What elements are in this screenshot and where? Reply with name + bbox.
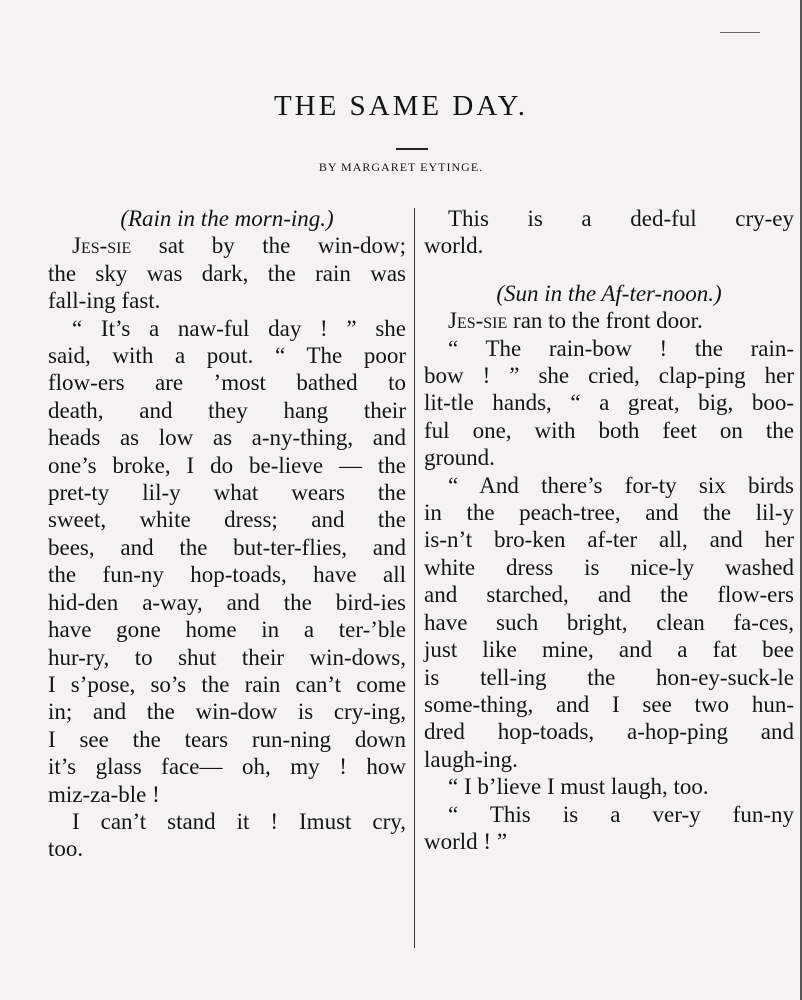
text-line: Jes-sie ran to the front door.	[448, 308, 703, 334]
text-line: “ I b’lieve I must laugh, too.	[448, 774, 709, 800]
text-line: white dress is nice-ly washed	[424, 554, 794, 580]
section-heading-rain: (Rain in the morn-ing.)	[120, 206, 334, 231]
section-heading-sun: (Sun in the Af-ter-noon.)	[496, 280, 722, 306]
text-line: I see the tears run-ning down	[48, 726, 406, 752]
text-line: I s’pose, so’s the rain can’t come	[48, 671, 406, 697]
text-line: world.	[424, 233, 484, 259]
text-line: in the peach-tree, and the lil-y	[424, 500, 794, 526]
text-line: the sky was dark, the rain was	[48, 260, 406, 286]
text-line: one’s broke, I do be-lieve — the	[48, 452, 406, 478]
text-line: and starched, and the flow-ers	[424, 582, 794, 608]
text-line: world ! ”	[424, 828, 508, 854]
text-line: hur-ry, to shut their win-dows,	[48, 644, 406, 670]
text-line: This is a ded-ful cry-ey	[448, 206, 794, 231]
text-line: said, with a pout. “ The poor	[48, 343, 406, 369]
text-line: death, and they hang their	[48, 397, 406, 423]
text-line: ful one, with both feet on the	[424, 417, 794, 443]
text-line: “ The rain-bow ! the rain-	[448, 335, 794, 361]
text-line: fall-ing fast.	[48, 288, 161, 314]
text-line: it’s glass face— oh, my ! how	[48, 754, 406, 780]
text-line: ground.	[424, 445, 495, 471]
text-line: bow ! ” she cried, clap-ping her	[424, 363, 794, 389]
text-line: miz-za-ble !	[48, 781, 160, 807]
author-byline: BY MARGARET EYTINGE.	[318, 160, 484, 174]
text-line: heads as low as a-ny-thing, and	[48, 425, 406, 451]
text-line: I can’t stand it ! Imust cry,	[72, 808, 406, 834]
text-line: the fun-ny hop-toads, have all	[48, 562, 406, 588]
text-line: sweet, white dress; and the	[48, 507, 406, 533]
corner-mark	[720, 32, 760, 33]
text-line: have such bright, clean fa-ces,	[424, 609, 794, 635]
text-line: have gone home in a ter-’ble	[48, 617, 406, 643]
text-line: lit-tle hands, “ a great, big, boo-	[424, 390, 794, 416]
text-line: is tell-ing the hon-ey-suck-le	[424, 664, 794, 690]
text-line: pret-ty lil-y what wears the	[48, 480, 406, 506]
text-line: “ And there’s for-ty six birds	[448, 472, 794, 498]
text-line: hid-den a-way, and the bird-ies	[48, 589, 406, 615]
right-column	[424, 205, 794, 855]
text-line: too.	[48, 836, 84, 862]
text-line: laugh-ing.	[424, 746, 518, 772]
text-line: dred hop-toads, a-hop-ping and	[424, 719, 794, 745]
text-line: in; and the win-dow is cry-ing,	[48, 699, 406, 725]
text-line: “ This is a ver-y fun-ny	[448, 801, 794, 827]
text-line: some-thing, and I see two hun-	[424, 691, 794, 717]
text-line: “ It’s a naw-ful day ! ” she	[72, 315, 406, 341]
story-title: THE SAME DAY.	[273, 90, 529, 122]
text-line: flow-ers are ’most bathed to	[48, 370, 406, 396]
left-column	[48, 205, 406, 863]
text-line: bees, and the but-ter-flies, and	[48, 534, 406, 560]
title-rule	[396, 148, 428, 150]
text-line: Jes-sie sat by the win-dow;	[72, 233, 406, 259]
text-line: just like mine, and a fat bee	[424, 637, 794, 663]
column-divider	[414, 208, 415, 948]
text-line: is-n’t bro-ken af-ter all, and her	[424, 527, 794, 553]
